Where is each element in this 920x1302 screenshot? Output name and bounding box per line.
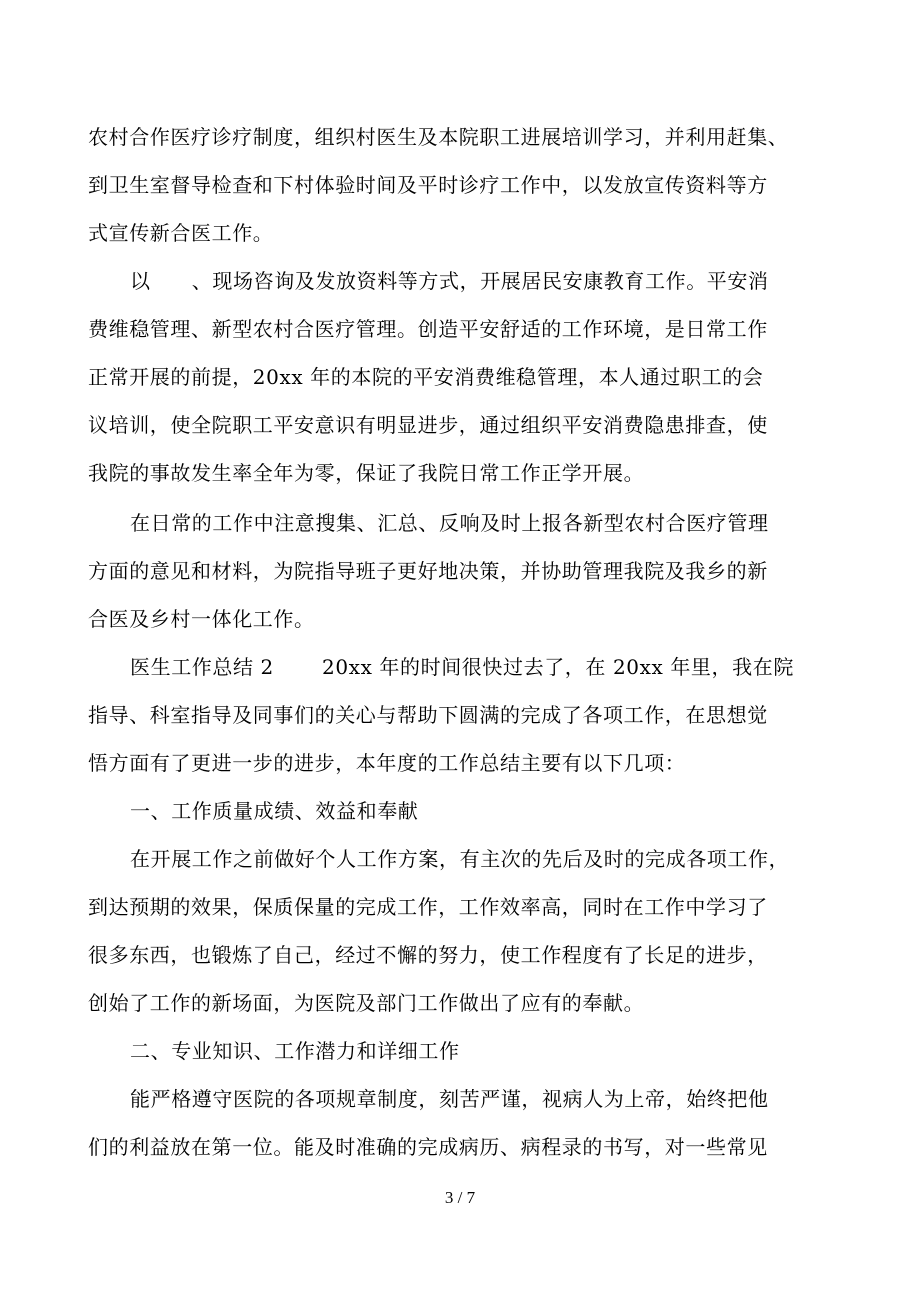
page-number: 3 / 7 [444,1188,476,1207]
text-line: 费维稳管理、新型农村合医疗管理。创造平安舒适的工作环境，是日常工作 [88,317,768,341]
text-line: 以 、现场咨询及发放资料等方式，开展居民安康教育工作。平安消 [130,269,769,293]
text-line: 正常开展的前提，20xx 年的本院的平安消费维稳管理，本人通过职工的会 [88,365,764,389]
text-line: 指导、科室指导及同事们的关心与帮助下圆满的完成了各项工作，在思想觉 [88,703,768,727]
text-line: 方面的意见和材料，为院指导班子更好地决策，并协助管理我院及我乡的新 [88,559,768,583]
text-line: 创始了工作的新场面，为医院及部门工作做出了应有的奉献。 [88,991,645,1015]
text-line: 议培训，使全院职工平安意识有明显进步，通过组织平安消费隐患排查，使 [88,413,768,437]
text-line: 我院的事故发生率全年为零，保证了我院日常工作正学开展。 [88,461,645,485]
text-line: 悟方面有了更进一步的进步，本年度的工作总结主要有以下几项： [88,751,686,775]
text-line: 在开展工作之前做好个人工作方案，有主次的先后及时的完成各项工作， [130,847,790,871]
text-line: 合医及乡村一体化工作。 [88,607,315,631]
text-line: 到卫生室督导检查和下村体验时间及平时诊疗工作中，以发放宣传资料等方 [88,173,768,197]
text-line: 医生工作总结 2 20xx 年的时间很快过去了，在 20xx 年里，我在院 [130,655,794,679]
text-line: 们的利益放在第一位。能及时准确的完成病历、病程录的书写，对一些常见 [88,1135,768,1159]
text-line: 很多东西，也锻炼了自己，经过不懈的努力，使工作程度有了长足的进步， [88,943,768,967]
text-line: 在日常的工作中注意搜集、汇总、反响及时上报各新型农村合医疗管理 [130,511,769,535]
text-line: 农村合作医疗诊疗制度，组织村医生及本院职工进展培训学习，并利用赶集、 [88,125,789,149]
text-line: 式宣传新合医工作。 [88,221,274,245]
section-heading: 一、工作质量成绩、效益和奉献 [130,799,419,823]
text-line: 到达预期的效果，保质保量的完成工作，工作效率高，同时在工作中学习了 [88,895,768,919]
section-heading: 二、专业知识、工作潜力和详细工作 [130,1039,460,1063]
text-line: 能严格遵守医院的各项规章制度，刻苦严谨，视病人为上帝，始终把他 [130,1087,769,1111]
